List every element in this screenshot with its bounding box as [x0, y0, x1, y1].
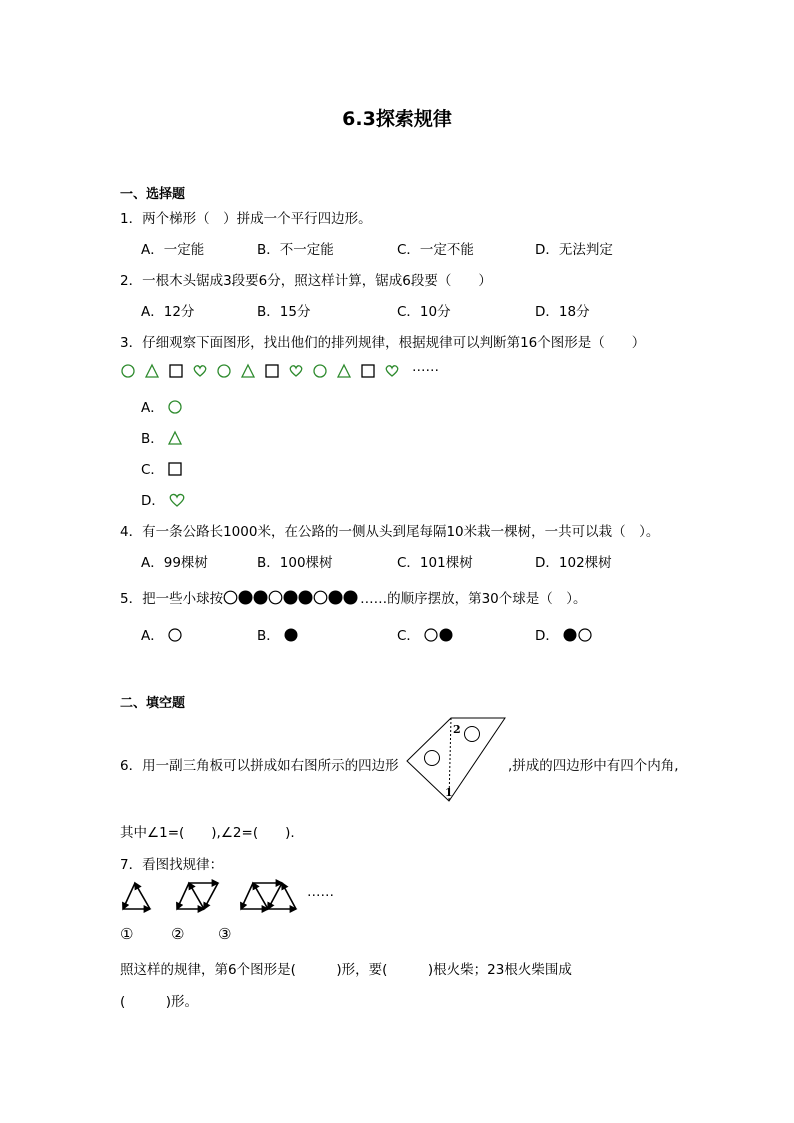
circle-icon	[218, 365, 230, 377]
q5-option-c-label: C．	[397, 628, 420, 644]
angle-2-label: 2	[453, 723, 461, 736]
heart-icon	[194, 366, 206, 376]
circle-icon	[168, 400, 182, 414]
q3-option-d-label: D．	[141, 493, 165, 509]
question-7: 7．看图找规律：	[120, 857, 224, 873]
circle-icon	[122, 365, 134, 377]
q1-option-b[interactable]: B．不一定能	[257, 242, 334, 258]
white-ball-icon	[269, 591, 282, 604]
triangle-icon	[168, 431, 182, 445]
q5-ball-sequence	[223, 590, 360, 609]
black-ball-icon	[299, 591, 313, 605]
q5-option-a-label: A．	[141, 628, 164, 644]
q3-shape-sequence	[121, 362, 409, 382]
black-ball-icon	[329, 591, 343, 605]
q2-option-c[interactable]: C．10分	[397, 304, 451, 320]
angle-1-label: 1	[445, 786, 453, 799]
q4-option-a[interactable]: A．99棵树	[141, 555, 208, 571]
square-icon	[168, 462, 182, 476]
q5-suffix: ……的顺序摆放，第30个球是（ ）。	[360, 591, 587, 607]
q7-label-3: ③	[218, 925, 232, 943]
q5-option-b[interactable]	[257, 624, 298, 644]
black-ball-icon	[284, 591, 298, 605]
matchstick-triangles-figure	[118, 879, 318, 915]
question-2: 2．一根木头锯成3段要6分，照这样计算，锯成6段要（ ）	[120, 273, 492, 289]
q4-option-d[interactable]: D．102棵树	[535, 555, 612, 571]
question-5	[120, 587, 587, 609]
white-ball-icon	[314, 591, 327, 604]
q5-option-a[interactable]	[141, 624, 182, 644]
q2-option-a[interactable]: A．12分	[141, 304, 195, 320]
section-choice-heading: 一、选择题	[120, 187, 186, 202]
question-6-line1-prefix: 6．用一副三角板可以拼成如右图所示的四边形	[120, 758, 399, 774]
heart-icon	[169, 493, 185, 507]
question-7-line2: ( )形。	[120, 994, 199, 1010]
question-7-line1: 照这样的规律，第6个图形是( )形，要( )根火柴；23根火柴围成	[120, 962, 572, 978]
heart-icon	[290, 366, 302, 376]
section-fill-heading: 二、填空题	[120, 696, 186, 711]
black-white-balls-icon	[563, 628, 593, 642]
q4-option-c[interactable]: C．101棵树	[397, 555, 473, 571]
triangle-icon	[146, 365, 158, 377]
triangle-icon	[242, 365, 254, 377]
triangle-board-quadrilateral-figure	[405, 716, 507, 804]
q3-option-a[interactable]	[141, 396, 182, 416]
q1-option-c[interactable]: C．一定不能	[397, 242, 474, 258]
q5-option-c[interactable]	[397, 624, 454, 644]
black-ball-icon	[284, 628, 298, 642]
white-black-balls-icon	[424, 628, 454, 642]
q3-option-a-label: A．	[141, 400, 164, 416]
question-6-line2: 其中∠1=( ),∠2=( ).	[120, 825, 295, 841]
q3-option-b-label: B．	[141, 431, 164, 447]
q3-option-c[interactable]	[141, 458, 182, 478]
q2-option-d[interactable]: D．18分	[535, 304, 590, 320]
q1-option-a[interactable]: A．一定能	[141, 242, 205, 258]
q2-option-b[interactable]: B．15分	[257, 304, 311, 320]
heart-icon	[386, 366, 398, 376]
circle-icon	[314, 365, 326, 377]
question-4: 4．有一条公路长1000米，在公路的一侧从头到尾每隔10米栽一棵树，一共可以栽（ ）。	[120, 524, 660, 540]
q7-label-1: ①	[120, 925, 134, 943]
square-icon	[266, 365, 278, 377]
page-title: 6.3探索规律	[342, 108, 452, 130]
q1-option-d[interactable]: D．无法判定	[535, 242, 613, 258]
triangle-icon	[338, 365, 350, 377]
q7-label-2: ②	[171, 925, 185, 943]
black-ball-icon	[239, 591, 253, 605]
square-icon	[170, 365, 182, 377]
q5-option-d[interactable]	[535, 624, 593, 644]
q3-ellipsis: ……	[412, 359, 439, 375]
white-ball-icon	[224, 591, 237, 604]
q4-option-b[interactable]: B．100棵树	[257, 555, 333, 571]
question-3: 3．仔细观察下面图形，找出他们的排列规律，根据规律可以判断第16个图形是（ ）	[120, 335, 646, 351]
question-6-line1-suffix: ,拼成的四边形中有四个内角,	[508, 758, 679, 774]
black-ball-icon	[344, 591, 358, 605]
q3-option-b[interactable]	[141, 427, 182, 447]
question-1: 1．两个梯形（ ）拼成一个平行四边形。	[120, 211, 372, 227]
q5-prefix: 5．把一些小球按	[120, 591, 224, 607]
white-ball-icon	[168, 628, 182, 642]
q5-option-b-label: B．	[257, 628, 280, 644]
q3-option-c-label: C．	[141, 462, 164, 478]
square-icon	[362, 365, 374, 377]
black-ball-icon	[254, 591, 268, 605]
q5-option-d-label: D．	[535, 628, 559, 644]
q3-option-d[interactable]	[141, 489, 185, 509]
q7-ellipsis: ……	[307, 884, 334, 900]
